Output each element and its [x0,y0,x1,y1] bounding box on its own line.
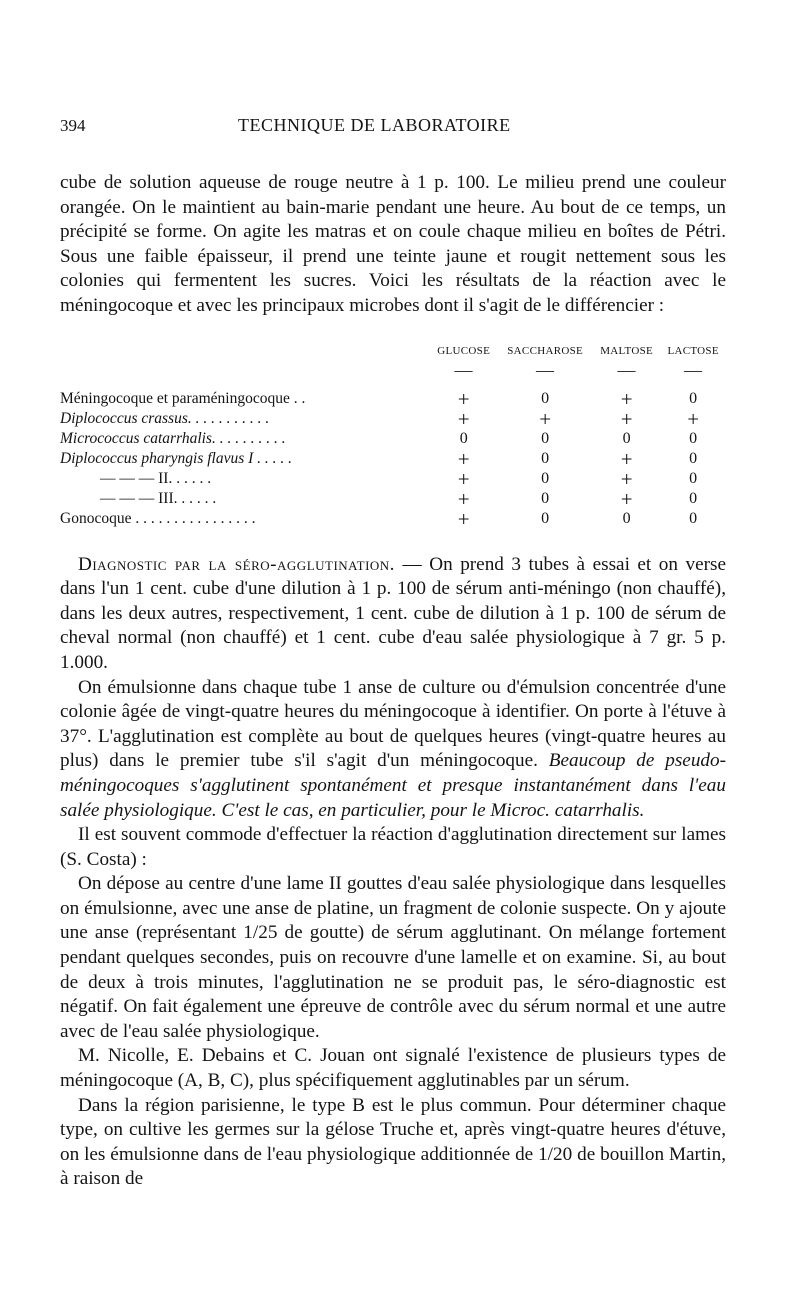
row-label: Micrococcus catarrhalis. . . . . . . . . . [60,429,286,447]
row-label: Diplococcus pharyngis flavus I . . . . . [60,449,293,467]
table-row [60,489,726,509]
cell-glucose: + [457,446,470,471]
cell-maltose: + [620,446,633,471]
cell-saccharose: 0 [541,449,550,467]
cell-maltose: 0 [622,429,631,447]
cell-saccharose: 0 [541,509,550,527]
table-row [60,469,726,489]
table-row [60,379,726,409]
cell-saccharose: 0 [541,469,550,487]
page-header [60,115,726,155]
cell-glucose: + [457,486,470,511]
emulsion-paragraph [60,676,726,824]
header-dash-row: — — — — [454,359,703,380]
cell-saccharose: 0 [541,489,550,507]
types-paragraph: M. Nicolle, E. Debains et C. Jouan ont signalé l'existence de plusieurs types de méningocoque (A, B, C), plus spécifiquement agglutinables par un sérum. [60,1045,726,1092]
col-header-maltose: MALTOSE [600,344,654,357]
page-number: 394 [60,116,86,135]
cell-glucose: + [457,506,470,531]
emulsion-italic-note: Beaucoup de pseudo-méningocoques s'agglutinent spontanément et presque instantanément dans l'eau salée physiologique. C'est le cas, en particulier, pour le Microc. catarrhalis. [60,750,726,821]
table-row [60,409,726,429]
row-label: — — — III. . . . . . [100,489,217,507]
intro-paragraph: cube de solution aqueuse de rouge neutre à 1 p. 100. Le milieu prend une couleur orangée. On le maintient au bain-marie pendant une heure. Au bout de ce temps, un précipité se forme. On agite les matras et on coule chaque milieu en boîtes de Pétri. Sous une faible épaisseur, il prend une teinte jaune et rougit nettement sous les colonies qui fermentent les sucres. Voici les résultats de la réaction avec le méningocoque et avec les principaux microbes dont il s'agit de le différencier : [60,172,726,316]
lame-procedure-paragraph: On dépose au centre d'une lame II gouttes d'eau salée physiologique dans lesquelles on émulsionne, avec une anse de platine, un fragment de colonie suspecte. On y ajoute une anse (représentant 1/25 de goutte) de sérum agglutinant. On mélange fortement pendant quelques secondes, puis on recouvre d'une lamelle et on examine. Si, au bout de deux à trois minutes, l'agglutination ne se produit pas, le séro-diagnostic est négatif. On fait également une épreuve de contrôle avec du sérum normal et une autre avec de l'eau salée physiologique. [60,873,726,1042]
cell-saccharose: 0 [541,389,550,407]
sugar-fermentation-table [60,341,726,529]
col-header-saccharose: SACCHAROSE [507,344,584,357]
cell-lactose: 0 [689,389,698,407]
row-label: — — — II. . . . . . [100,469,212,487]
lame-intro-paragraph: Il est souvent commode d'effectuer la réaction d'agglutination directement sur lames (S. Costa) : [60,824,726,870]
row-label: Méningocoque et paraméningocoque . . [60,389,306,407]
emulsion-text: On émulsionne dans chaque tube 1 anse de culture ou d'émulsion concentrée d'une colonie âgée de vingt-quatre heures du méningocoque à identifier. On porte à l'étuve à 37°. L'agglutination est complète au bout de quelques heures (vingt-quatre heures au plus) dans le premier tube s'il s'agit d'un méningocoque. [60,676,726,772]
region-paragraph: Dans la région parisienne, le type B est le plus commun. Pour déterminer chaque type, on cultive les germes sur la gélose Truche et, après vingt-quatre heures d'étuve, on les émulsionne dans de l'eau physiologique additionnée de 1/20 de bouillon Martin, à raison de [60,1094,726,1190]
row-label: Diplococcus crassus. . . . . . . . . . . [60,409,270,427]
header-blank [60,341,430,360]
row-label: Gonocoque . . . . . . . . . . . . . . . . [60,509,256,527]
cell-lactose: 0 [689,469,698,487]
sero-agglutination-paragraph [60,553,726,676]
cell-lactose: 0 [689,429,698,447]
cell-glucose: + [457,466,470,491]
book-page [60,115,726,1192]
cell-glucose: 0 [459,429,468,447]
sero-paragraph-text: — On prend 3 tubes à essai et on verse dans l'un 1 cent. cube d'une dilution à 1 p. 100 de sérum anti-méningo (non chauffé), dans les deux autres, respectivement, 1 cent. cube de dilution à 1 p. 100 de sérum de cheval normal (non chauffé) et 1 cent. cube d'eau salée physiologique à 7 gr. 5 p. 1.000. [60,553,726,673]
cell-glucose: + [457,406,470,431]
cell-saccharose: + [539,406,552,431]
cell-lactose: 0 [689,489,698,507]
cell-maltose: + [620,466,633,491]
running-title: TECHNIQUE DE LABORATOIRE [238,115,511,135]
col-header-lactose: LACTOSE [667,344,719,357]
cell-lactose: + [687,406,700,431]
cell-maltose: 0 [622,509,631,527]
cell-lactose: 0 [689,509,698,527]
cell-lactose: 0 [689,449,698,467]
table-row [60,509,726,529]
results-table [60,341,726,529]
section-heading: Diagnostic par la séro-agglutination. [78,553,395,575]
cell-saccharose: 0 [541,429,550,447]
col-header-glucose: GLUCOSE [437,344,491,357]
cell-maltose: + [620,486,633,511]
table-row [60,429,726,449]
cell-maltose: + [620,386,633,411]
cell-glucose: + [457,386,470,411]
cell-maltose: + [620,406,633,431]
table-row [60,449,726,469]
table-header-row [60,341,726,360]
